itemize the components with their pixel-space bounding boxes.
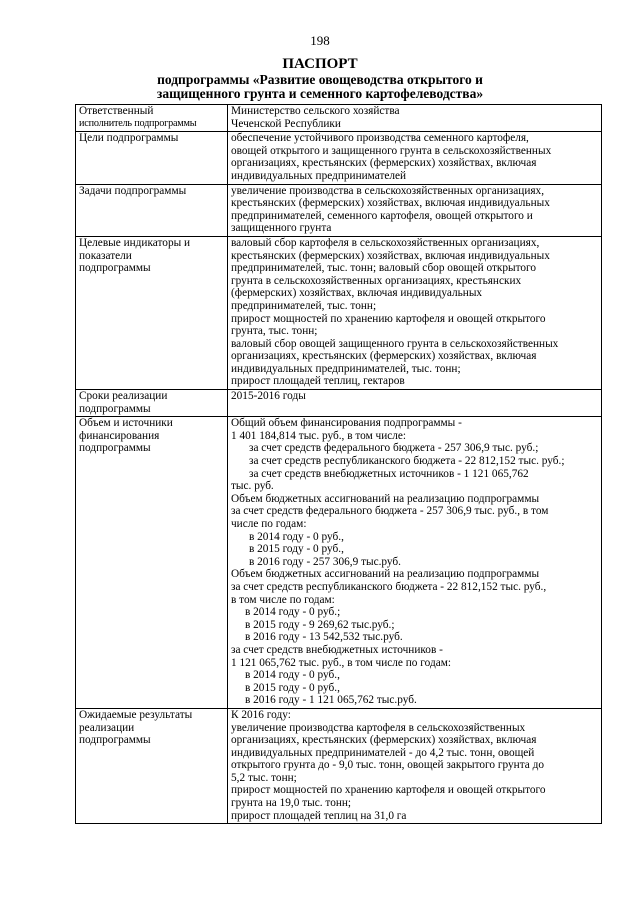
row-label-cell	[76, 236, 228, 389]
row-content-line: за счет средств внебюджетных источников -	[231, 643, 443, 656]
passport-table	[75, 104, 602, 824]
row-content-cell	[228, 417, 602, 709]
row-content-line: прирост площадей теплиц на 31,0 га	[231, 809, 407, 822]
row-content-line: предпринимателей, тыс. тонн;	[231, 299, 377, 312]
row-content-line: 1 121 065,762 тыс. руб., в том числе по годам:	[231, 656, 452, 669]
row-label-line: Целевые индикаторы и	[79, 236, 191, 249]
row-content-line: Объем бюджетных ассигнований на реализацию подпрограммы	[231, 492, 540, 505]
row-content-line: за счет средств федерального бюджета - 257 306,9 тыс. руб.;	[249, 442, 539, 455]
row-content-line: увеличение производства в сельскохозяйственных организациях,	[231, 184, 545, 197]
row-content-line: тыс. руб.	[231, 480, 274, 493]
subtitle	[0, 73, 640, 101]
row-content-line: (фермерских) хозяйствах, включая индивидуальных	[231, 287, 483, 300]
row-label-line: Ответственный	[79, 105, 154, 117]
row-content-line: К 2016 году:	[231, 708, 291, 721]
row-label-line: Цели подпрограммы	[79, 132, 179, 145]
row-content-cell	[228, 390, 602, 417]
row-content-line: крестьянских (фермерских) хозяйствах, включая индивидуальных	[231, 197, 550, 210]
row-content-line: прирост площадей теплиц, гектаров	[231, 375, 405, 388]
row-label-line: Сроки реализации	[79, 390, 168, 403]
table-row	[76, 390, 602, 417]
row-label-line: подпрограммы	[79, 442, 151, 455]
row-content-cell	[228, 132, 602, 184]
row-content-cell	[228, 236, 602, 389]
row-content-line: индивидуальных предпринимателей	[231, 169, 407, 182]
row-label-line: исполнитель подпрограммы	[79, 117, 197, 129]
row-content-line: за счет средств республиканского бюджета - 22 812,152 тыс. руб.;	[249, 455, 565, 468]
row-content-line: в 2015 году - 0 руб.,	[249, 543, 344, 556]
row-content-line: защищенного грунта	[231, 222, 332, 235]
row-content-line: числе по годам:	[231, 518, 307, 530]
row-label-line: Ожидаемые результаты	[79, 708, 193, 721]
row-content-line: увеличение производства картофеля в сельскохозяйственных	[231, 721, 526, 734]
row-content-line: за счет средств федерального бюджета - 257 306,9 тыс. руб., в том	[231, 505, 549, 518]
row-content-line: в 2015 году - 0 руб.,	[245, 681, 340, 694]
row-content-line: обеспечение устойчивого производства семенного картофеля,	[231, 132, 529, 145]
row-content-line: Министерство сельского хозяйства	[231, 105, 400, 117]
subtitle-line: защищенного грунта и семенного картофелеводства»	[156, 86, 484, 101]
row-content-line: индивидуальных предпринимателей - до 4,2 тыс. тонн, овощей	[231, 746, 535, 759]
table-row	[76, 184, 602, 236]
subtitle-line: подпрограммы «Развитие овощеводства открытого и	[157, 72, 483, 87]
row-content-line: предпринимателей, тыс. тонн; валовый сбор овощей открытого	[231, 262, 537, 275]
table-row	[76, 132, 602, 184]
row-content-line: 2015-2016 годы	[231, 390, 306, 403]
row-content-line: Объем бюджетных ассигнований на реализацию подпрограммы	[231, 568, 540, 581]
row-content-line: в 2016 году - 13 542,532 тыс.руб.	[245, 631, 403, 644]
row-content-line: индивидуальных предпринимателей, тыс. тонн;	[231, 362, 461, 375]
row-content-line: в 2014 году - 0 руб.,	[245, 669, 340, 682]
row-content-line: Чеченской Республики	[231, 117, 341, 130]
row-content-line: за счет средств республиканского бюджета - 22 812,152 тыс. руб.,	[231, 580, 547, 593]
row-content-line: организациях, крестьянских (фермерских) хозяйствах, включая	[231, 157, 537, 170]
row-label-cell	[76, 105, 228, 132]
row-label-line: Задачи подпрограммы	[79, 184, 187, 197]
row-content-line: в 2015 году - 9 269,62 тыс.руб.;	[245, 618, 395, 631]
row-content-line: валовый сбор овощей защищенного грунта в сельскохозяйственных	[231, 337, 559, 350]
row-content-line: 1 401 184,814 тыс. руб., в том числе:	[231, 429, 407, 442]
row-content-line: в 2016 году - 257 306,9 тыс.руб.	[249, 555, 402, 568]
row-content-line: валовый сбор картофеля в сельскохозяйственных организациях,	[231, 236, 540, 249]
table-row	[76, 417, 602, 709]
row-content-line: 5,2 тыс. тонн;	[231, 771, 297, 784]
row-label-line: подпрограммы	[79, 402, 151, 415]
row-label-line: показатели	[79, 249, 132, 262]
row-content-line: в 2014 году - 0 руб.,	[249, 530, 344, 543]
row-label-line: Объем и источники	[79, 417, 173, 430]
row-content-line: в том числе по годам:	[231, 593, 335, 606]
row-content-line: прирост мощностей по хранению картофеля и овощей открытого	[231, 312, 546, 325]
row-label-cell	[76, 417, 228, 709]
table-row	[76, 105, 602, 132]
row-content-line: открытого грунта до - 9,0 тыс. тонн, овощей закрытого грунта до	[231, 759, 545, 772]
row-content-cell	[228, 184, 602, 236]
row-content-line: грунта на 19,0 тыс. тонн;	[231, 797, 352, 810]
table-row	[76, 708, 602, 823]
row-content-line: овощей открытого и защищенного грунта в сельскохозяйственных	[231, 144, 552, 157]
row-content-line: организациях, крестьянских (фермерских) хозяйствах, включая	[231, 734, 537, 747]
row-content-line: грунта, тыс. тонн;	[231, 325, 318, 338]
row-content-line: организациях, крестьянских (фермерских) хозяйствах, включая	[231, 350, 537, 363]
row-label-cell	[76, 708, 228, 823]
row-content-line: в 2014 году - 0 руб.;	[245, 606, 341, 619]
row-content-line: прирост мощностей по хранению картофеля и овощей открытого	[231, 784, 546, 797]
row-content-line: в 2016 году - 1 121 065,762 тыс.руб.	[245, 694, 417, 707]
row-content-cell	[228, 708, 602, 823]
row-content-line: за счет средств внебюджетных источников - 1 121 065,762	[249, 467, 529, 480]
page-number: 198	[310, 33, 330, 48]
row-label-cell	[76, 184, 228, 236]
row-label-cell	[76, 390, 228, 417]
row-label-cell	[76, 132, 228, 184]
table-row	[76, 236, 602, 389]
page-title: ПАСПОРТ	[282, 56, 358, 72]
row-content-line: Общий объем финансирования подпрограммы -	[231, 417, 462, 430]
row-label-line: подпрограммы	[79, 734, 151, 747]
row-label-line: реализации	[79, 721, 135, 734]
row-label-line: подпрограммы	[79, 262, 151, 275]
row-content-line: крестьянских (фермерских) хозяйствах, включая индивидуальных	[231, 249, 550, 262]
row-content-line: предпринимателей, семенного картофеля, овощей открытого и	[231, 209, 533, 222]
row-label-line: финансирования	[79, 429, 160, 442]
row-content-line: грунта в сельскохозяйственных организациях, крестьянских	[231, 274, 522, 287]
row-content-cell	[228, 105, 602, 132]
